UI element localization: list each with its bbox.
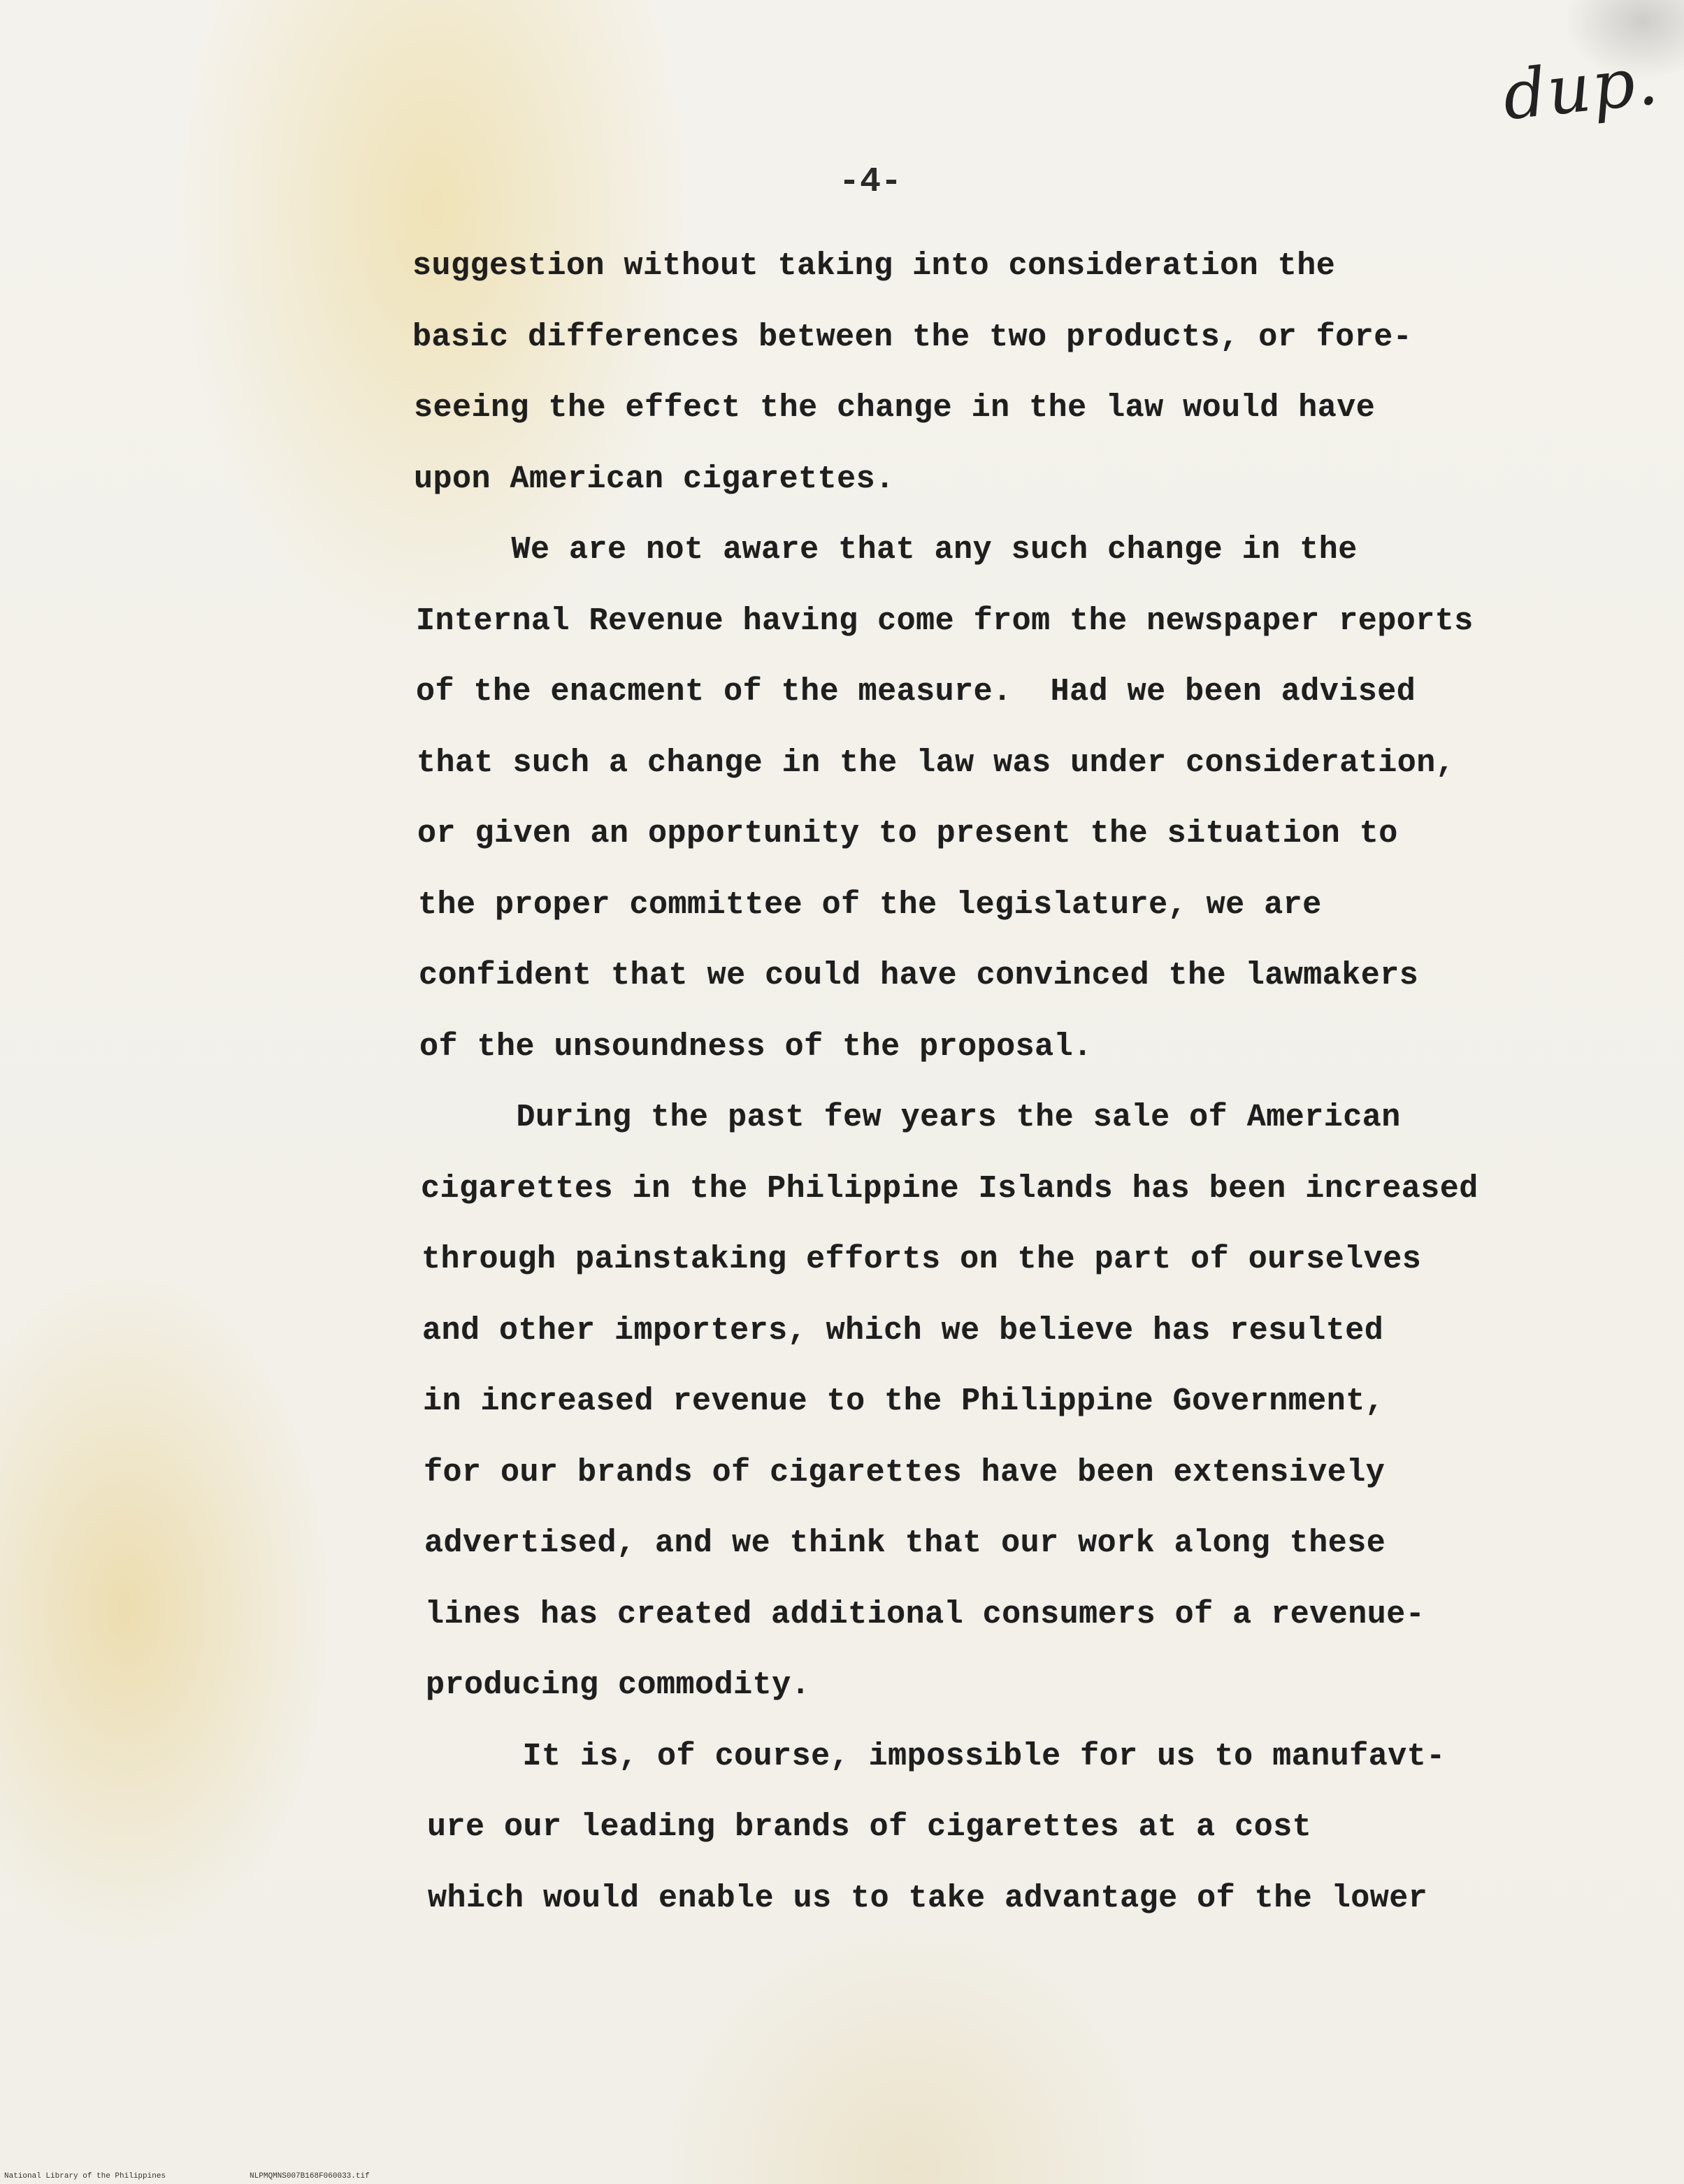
text-line: the proper committee of the legislature, we are bbox=[418, 886, 1322, 923]
text-line: ure our leading brands of cigarettes at a cost bbox=[427, 1809, 1312, 1845]
text-line: producing commodity. bbox=[426, 1667, 811, 1703]
text-line: in increased revenue to the Philippine Government, bbox=[423, 1384, 1385, 1419]
text-line: that such a change in the law was under consideration, bbox=[417, 745, 1455, 781]
scan-footer bbox=[4, 2172, 370, 2181]
text-line: or given an opportunity to present the situation to bbox=[417, 816, 1398, 852]
text-line: advertised, and we think that our work along these bbox=[424, 1525, 1386, 1561]
text-line: through painstaking efforts on the part of ourselves bbox=[422, 1242, 1422, 1277]
file-identifier: NLPMQMNS007B168F060033.tif bbox=[250, 2172, 370, 2181]
text-line: lines has created additional consumers of a revenue- bbox=[425, 1596, 1425, 1632]
text-line: of the enacment of the measure. Had we been advised bbox=[416, 674, 1416, 710]
page-number: -4- bbox=[839, 162, 902, 202]
text-line: basic differences between the two products, or fore- bbox=[412, 319, 1413, 355]
typed-letter-body bbox=[412, 231, 1478, 1934]
text-line: suggestion without taking into consideration the bbox=[412, 248, 1336, 284]
text-line: of the unsoundness of the proposal. bbox=[419, 1028, 1093, 1065]
text-line: We are not aware that any such change in the bbox=[415, 532, 1358, 568]
text-line: Internal Revenue having come from the newspaper reports bbox=[416, 603, 1474, 639]
text-line: and other importers, which we believe has resulted bbox=[422, 1312, 1384, 1349]
library-credit: National Library of the Philippines bbox=[4, 2172, 166, 2181]
text-line: for our brands of cigarettes have been extensively bbox=[424, 1454, 1386, 1490]
text-line: During the past few years the sale of American bbox=[420, 1100, 1401, 1135]
text-line: seeing the effect the change in the law would have bbox=[414, 390, 1376, 426]
handwritten-note: dup. bbox=[1499, 41, 1663, 136]
text-line: It is, of course, impossible for us to manufavt- bbox=[426, 1738, 1446, 1774]
text-line: confident that we could have convinced the lawmakers bbox=[419, 958, 1419, 993]
text-line: upon American cigarettes. bbox=[414, 461, 895, 497]
text-line: cigarettes in the Philippine Islands has been increased bbox=[421, 1170, 1478, 1207]
text-line: which would enable us to take advantage of the lower bbox=[428, 1880, 1428, 1916]
